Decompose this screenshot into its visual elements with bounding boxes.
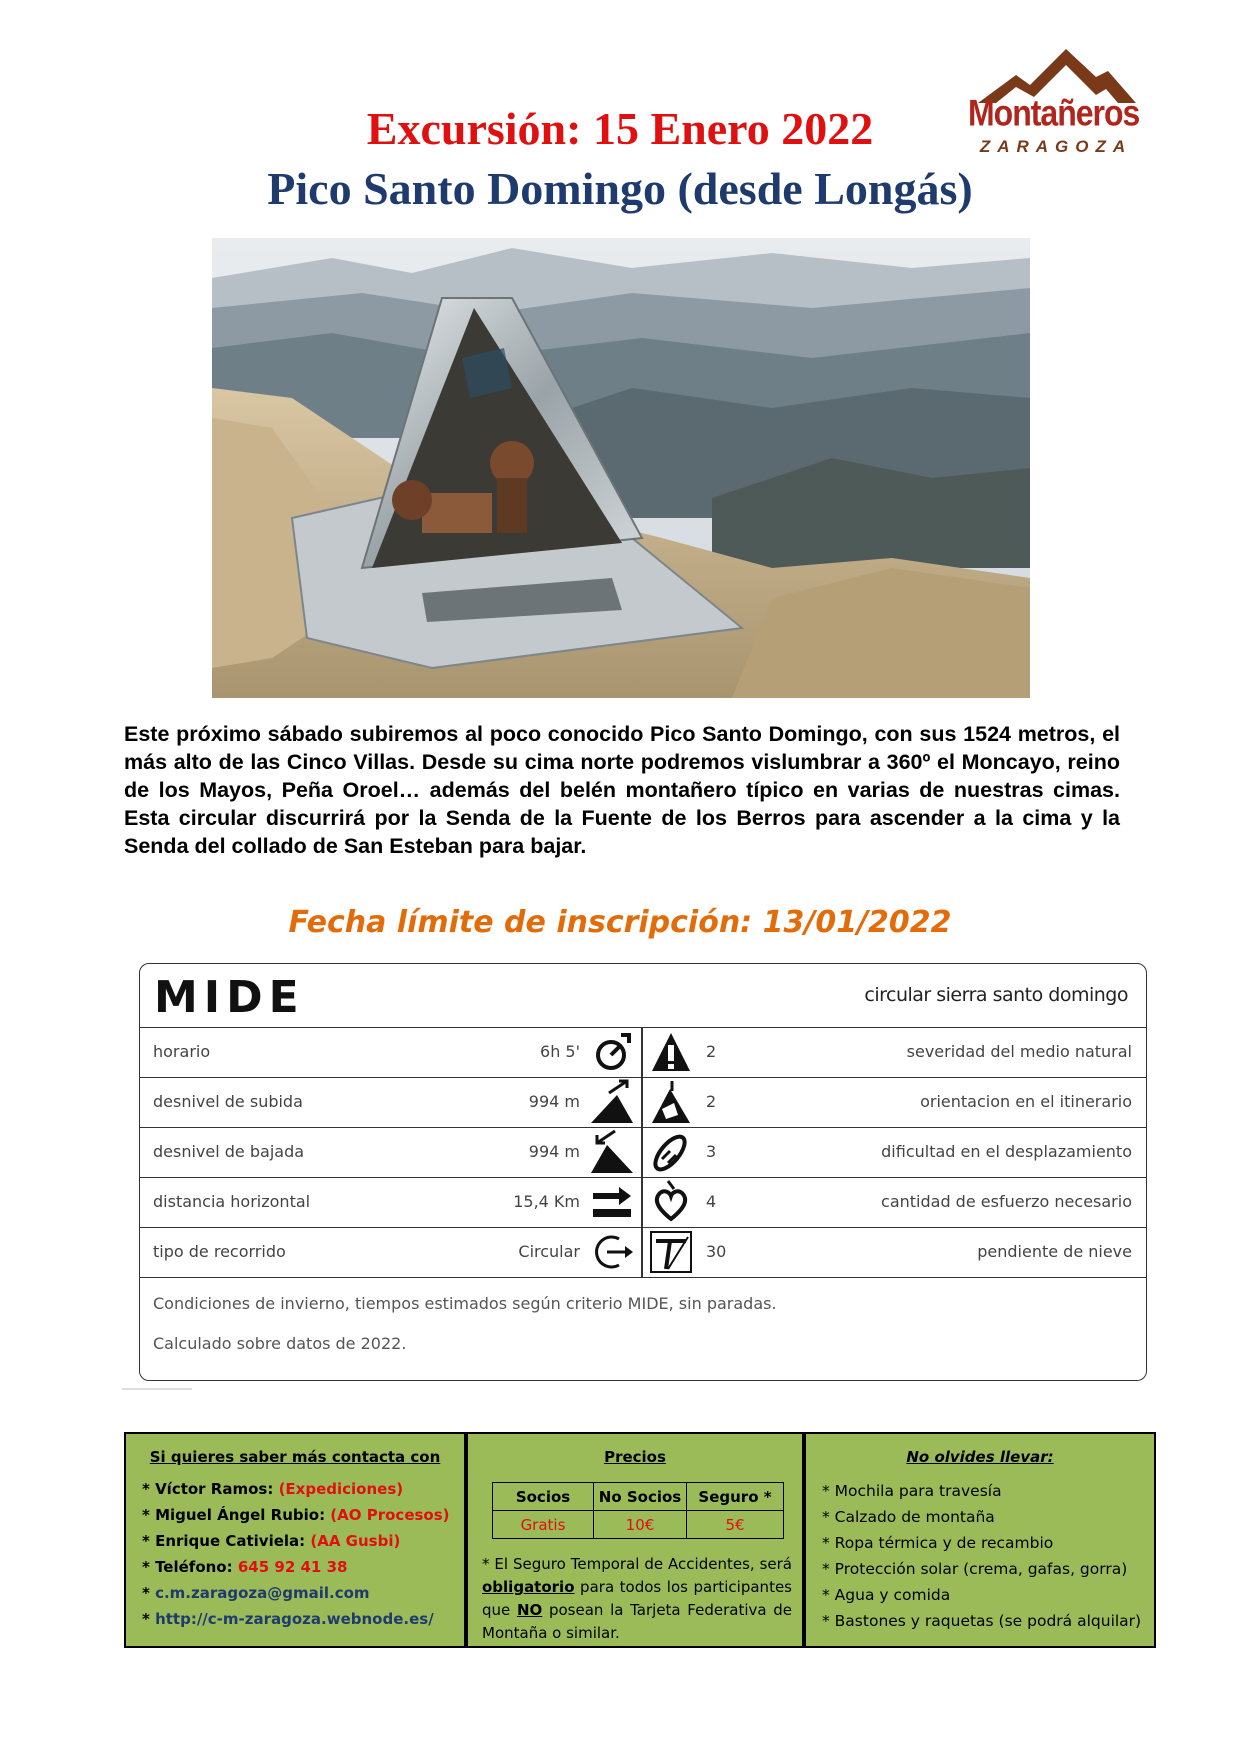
mide-description: orientacion en el itinerario bbox=[920, 1092, 1132, 1111]
mide-note-data: Calculado sobre datos de 2022. bbox=[153, 1334, 407, 1353]
packing-item: * Bastones y raquetas (se podrá alquilar) bbox=[822, 1612, 1142, 1630]
divider bbox=[122, 1388, 192, 1390]
logo-subtitle: ZARAGOZA bbox=[979, 137, 1133, 156]
mide-score: 3 bbox=[706, 1142, 717, 1161]
ascent-icon bbox=[589, 1079, 635, 1125]
mide-separator bbox=[641, 1227, 643, 1277]
contact-email bbox=[142, 1584, 370, 1602]
contact-name: * Enrique Cativiela: bbox=[142, 1532, 311, 1550]
mide-label: tipo de recorrido bbox=[153, 1242, 286, 1261]
excursion-date-title: Excursión: 15 Enero 2022 bbox=[366, 103, 874, 154]
contact-role: (Expediciones) bbox=[278, 1480, 404, 1498]
note-text: posean la Tarjeta Federativa de Montaña o similar. bbox=[482, 1601, 792, 1642]
mide-label: distancia horizontal bbox=[153, 1192, 311, 1211]
price-header: No Socios bbox=[594, 1483, 687, 1511]
mide-separator bbox=[641, 1177, 643, 1227]
mide-label: horario bbox=[153, 1042, 211, 1061]
mide-separator bbox=[641, 1027, 643, 1077]
mide-route-name: circular sierra santo domingo bbox=[864, 984, 1128, 1006]
price-header: Socios bbox=[493, 1483, 594, 1511]
mide-row-desnivel-bajada bbox=[140, 1127, 1146, 1178]
price-value: 5€ bbox=[687, 1511, 784, 1539]
packing-item: * Mochila para travesía bbox=[822, 1482, 1002, 1500]
contact-phone bbox=[142, 1558, 347, 1576]
contact-name: * Víctor Ramos: bbox=[142, 1480, 279, 1498]
mide-value: 994 m bbox=[528, 1092, 580, 1111]
mide-score: 2 bbox=[706, 1042, 717, 1061]
note-text: * El Seguro Temporal de Accidentes, será bbox=[482, 1555, 792, 1573]
summit-photo bbox=[212, 238, 1030, 698]
phone-label: * Teléfono: bbox=[142, 1558, 238, 1576]
packing-item: * Calzado de montaña bbox=[822, 1508, 995, 1526]
contact-box bbox=[124, 1432, 466, 1648]
prices-title: Precios bbox=[604, 1448, 666, 1466]
price-value: 10€ bbox=[594, 1511, 687, 1539]
mide-value: 6h 5' bbox=[540, 1042, 580, 1061]
descent-icon bbox=[589, 1129, 635, 1175]
email-link[interactable]: c.m.zaragoza@gmail.com bbox=[155, 1584, 370, 1602]
price-header: Seguro * bbox=[687, 1483, 784, 1511]
mide-note-conditions: Condiciones de invierno, tiempos estimados según criterio MIDE, sin paradas. bbox=[153, 1294, 777, 1313]
contact-role: (AA Gusbi) bbox=[310, 1532, 401, 1550]
insurance-note bbox=[482, 1553, 792, 1645]
mide-separator bbox=[641, 1077, 643, 1127]
mide-table bbox=[139, 963, 1147, 1381]
mide-value: Circular bbox=[518, 1242, 580, 1261]
route-description: Este próximo sábado subiremos al poco conocido Pico Santo Domingo, con sus 1524 metros, el más alto de las Cinco Villas. Desde su cima norte podremos vislumbrar a 360º el Moncayo, reino de los Mayos, Peña Oroel… además del belén montañero típico en varias de nuestras cimas. Esta circular discurrirá por la Senda de la Fuente de los Berros para ascender a la cima y la Senda del collado de San Esteban para bajar. bbox=[124, 722, 1120, 858]
packing-item: * Protección solar (crema, gafas, gorra) bbox=[822, 1560, 1128, 1578]
packing-item: * Ropa térmica y de recambio bbox=[822, 1534, 1054, 1552]
mide-row-tipo-recorrido bbox=[140, 1227, 1146, 1278]
registration-deadline: Fecha límite de inscripción: 13/01/2022 bbox=[288, 905, 952, 940]
mide-description: cantidad de esfuerzo necesario bbox=[881, 1192, 1132, 1211]
contact-name: * Miguel Ángel Rubio: bbox=[142, 1506, 331, 1524]
distance-arrow-icon bbox=[589, 1179, 635, 1225]
mide-value: 994 m bbox=[528, 1142, 580, 1161]
mide-description: pendiente de nieve bbox=[977, 1242, 1132, 1261]
contact-person bbox=[142, 1480, 403, 1498]
mide-description: dificultad en el desplazamiento bbox=[881, 1142, 1132, 1161]
packing-list-box bbox=[804, 1432, 1156, 1648]
mide-score: 2 bbox=[706, 1092, 717, 1111]
phone-number[interactable]: 645 92 41 38 bbox=[237, 1558, 348, 1576]
bullet: * bbox=[142, 1610, 156, 1628]
bullet: * bbox=[142, 1584, 156, 1602]
mide-label: desnivel de subida bbox=[153, 1092, 303, 1111]
website-link[interactable]: http://c-m-zaragoza.webnode.es/ bbox=[155, 1610, 434, 1628]
price-value: Gratis bbox=[493, 1511, 594, 1539]
prices-table bbox=[492, 1482, 784, 1539]
packing-title: No olvides llevar: bbox=[906, 1448, 1054, 1466]
note-text: para todos los participantes que bbox=[482, 1578, 792, 1619]
warning-triangle-icon bbox=[648, 1029, 694, 1075]
mide-separator bbox=[641, 1127, 643, 1177]
mide-logo: MIDE bbox=[154, 972, 305, 1023]
contact-title: Si quieres saber más contacta con bbox=[149, 1448, 441, 1466]
mide-header bbox=[140, 964, 1146, 1028]
mide-row-distancia bbox=[140, 1177, 1146, 1228]
logo-name: Montañeros bbox=[968, 92, 1140, 134]
boot-sole-icon bbox=[648, 1129, 694, 1175]
heart-effort-icon bbox=[648, 1179, 694, 1225]
prices-box bbox=[466, 1432, 804, 1648]
contact-person bbox=[142, 1506, 450, 1524]
mide-row-desnivel-subida bbox=[140, 1077, 1146, 1128]
stopwatch-icon bbox=[589, 1029, 635, 1075]
note-emphasis: obligatorio bbox=[482, 1578, 575, 1596]
mide-row-horario bbox=[140, 1027, 1146, 1078]
contact-person bbox=[142, 1532, 400, 1550]
packing-item: * Agua y comida bbox=[822, 1586, 951, 1604]
orientation-icon bbox=[648, 1079, 694, 1125]
mide-score: 30 bbox=[706, 1242, 727, 1261]
ice-axe-icon bbox=[648, 1229, 694, 1275]
mide-label: desnivel de bajada bbox=[153, 1142, 305, 1161]
contact-role: (AO Procesos) bbox=[330, 1506, 450, 1524]
mide-description: severidad del medio natural bbox=[906, 1042, 1132, 1061]
contact-web bbox=[142, 1610, 434, 1628]
note-emphasis: NO bbox=[516, 1601, 543, 1619]
route-title: Pico Santo Domingo (desde Longás) bbox=[267, 163, 973, 214]
mide-score: 4 bbox=[706, 1192, 717, 1211]
mide-value: 15,4 Km bbox=[513, 1192, 580, 1211]
circular-route-icon bbox=[589, 1229, 635, 1275]
